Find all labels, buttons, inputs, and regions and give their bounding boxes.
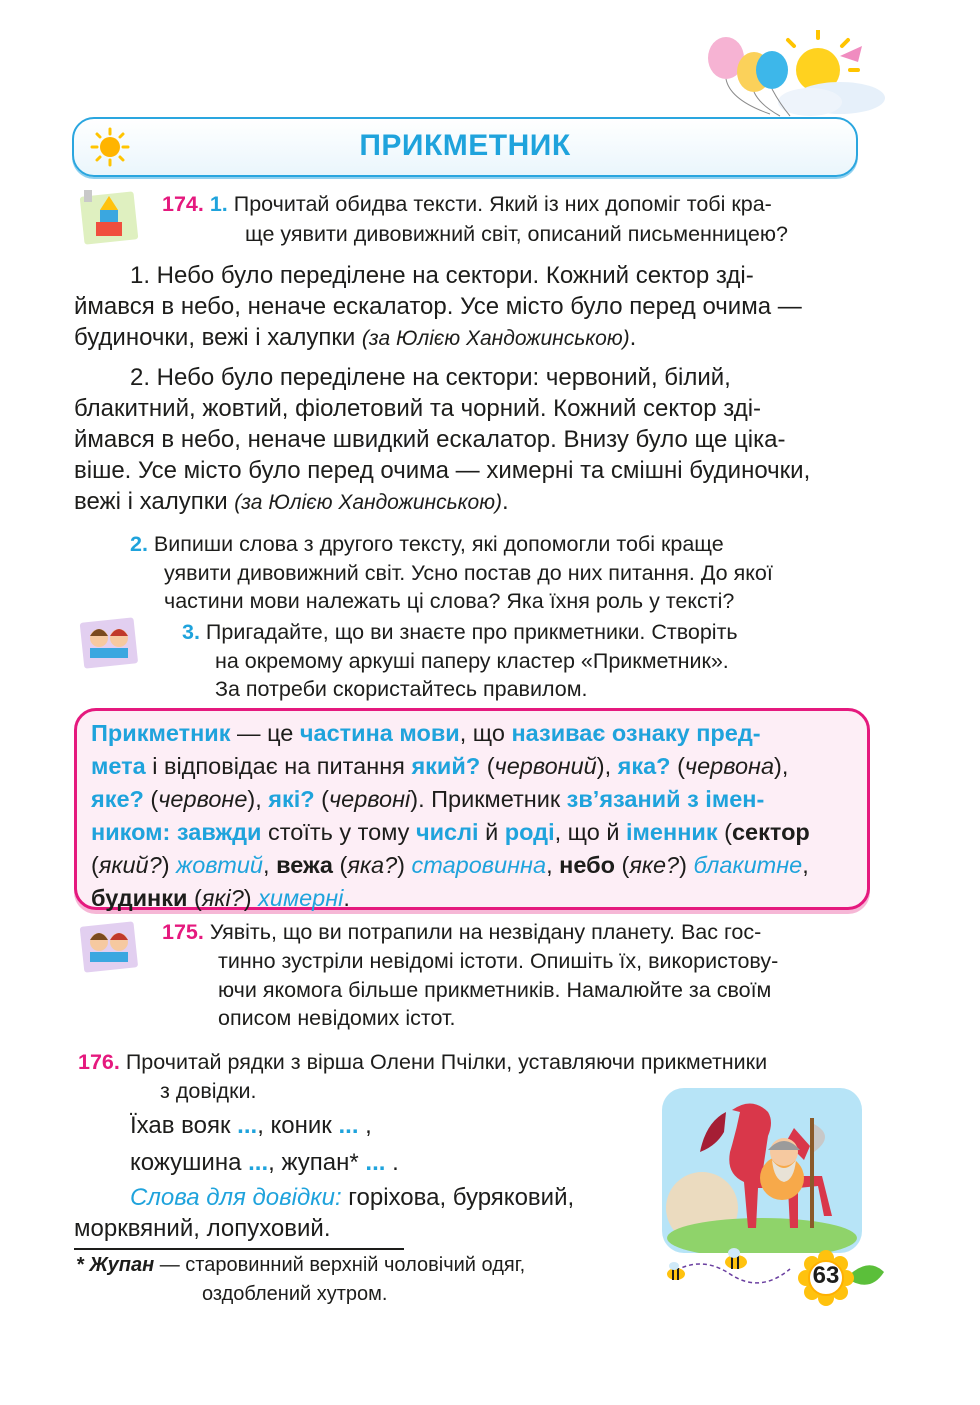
rule-text-span: ( xyxy=(670,753,685,779)
bee-icon xyxy=(667,1262,685,1280)
rule-text-span: , xyxy=(263,852,277,878)
text1-line-1: 1. Небо було переділене на сектори. Кожний сектор зді- xyxy=(130,262,754,289)
rule-example: химерні xyxy=(258,885,344,911)
poem-line-1 xyxy=(130,1112,372,1140)
exercise-175-text-1: Уявіть, що ви потрапили на незвідану планету. Вас гос- xyxy=(209,920,762,944)
rule-text-span: ) xyxy=(397,852,412,878)
text1-line-2: ймався в небо, неначе ескалатор. Усе місто було перед очима — xyxy=(74,293,802,320)
help-label: Слова для довідки: xyxy=(130,1184,342,1211)
page-title: ПРИКМЕТНИК xyxy=(359,129,571,162)
rule-example: червона xyxy=(684,753,775,779)
text1-source: (за Юлією Хандожинською) xyxy=(361,327,630,350)
poem-blank: ... xyxy=(237,1112,258,1139)
rule-term: числі xyxy=(415,819,479,845)
rule-noun: вежа xyxy=(276,852,333,878)
rule-term: мета xyxy=(91,753,146,779)
task2-text-1: Випиши слова з другого тексту, які допомогли тобі краще xyxy=(153,532,724,556)
task2-text-3: частини мови належать ці слова? Яка їхня роль у тексті? xyxy=(164,589,735,613)
rule-term: ником: завжди xyxy=(91,819,262,845)
text2-line-4: віше. Усе місто було перед очима — химерні та смішні будиночки, xyxy=(74,457,811,484)
text1-line-3 xyxy=(74,324,636,352)
poem-text: , жупан* xyxy=(268,1149,359,1176)
rule-example: червоний xyxy=(494,753,597,779)
footnote-text-2: оздоблений хутром. xyxy=(202,1283,388,1305)
rule-noun: небо xyxy=(559,852,615,878)
rule-box xyxy=(74,708,870,910)
bees-decoration xyxy=(660,1244,810,1294)
rule-noun: будинки xyxy=(91,885,188,911)
rule-question: які? xyxy=(268,786,315,812)
help-words-1: горіхова, буряковий, xyxy=(348,1184,575,1211)
rule-question: яка? xyxy=(347,852,398,878)
exercise-175-text-2: тинно зустріли невідомі істоти. Опишіть їх, використову- xyxy=(218,949,779,973)
rule-example: жовтий xyxy=(176,852,264,878)
exercise-174-line-1 xyxy=(162,192,772,217)
rule-question: які? xyxy=(201,885,244,911)
exercise-175-text-4: описом невідомих істот. xyxy=(218,1006,456,1030)
poem-text: . xyxy=(392,1149,399,1176)
rule-question: яке? xyxy=(91,786,144,812)
text1-line-3-text: будиночки, вежі і халупки xyxy=(74,324,356,351)
exercise-174-number: 174. xyxy=(162,192,204,216)
rule-text-span: , xyxy=(546,852,560,878)
rule-text-span: , що й xyxy=(554,819,627,845)
footnote-divider xyxy=(74,1248,404,1250)
rule-line-5 xyxy=(91,849,853,882)
rule-text-span: ) xyxy=(243,885,259,911)
text2-end: . xyxy=(502,488,509,515)
rule-text-span: ( xyxy=(480,753,495,779)
text2-line-1: 2. Небо було переділене на сектори: червоний, білий, xyxy=(130,364,731,391)
poem-blank: ... xyxy=(365,1149,386,1176)
rule-text-span: , що xyxy=(459,720,512,746)
exercise-175-text-3: ючи якомога більше прикметників. Намалюйте за своїм xyxy=(218,978,772,1002)
rule-text-span: ( xyxy=(614,852,630,878)
rule-example: червоне xyxy=(158,786,248,812)
rule-text-span: , xyxy=(802,852,809,878)
text2-line-5 xyxy=(74,488,509,516)
blocks-icon xyxy=(78,188,140,246)
text2-line-5-text: вежі і халупки xyxy=(74,488,228,515)
rule-term: частина мови xyxy=(299,720,460,746)
rule-term: зв’язаний з імен- xyxy=(566,786,765,812)
text2-line-2: блакитний, жовтий, фіолетовий та чорний. Кожний сектор зді- xyxy=(74,395,762,422)
horse-warrior-illustration xyxy=(662,1088,862,1253)
rule-text-span: ( xyxy=(314,786,329,812)
exercise-176-text-1: Прочитай рядки з вірша Олени Пчілки, уставляючи прикметники xyxy=(125,1050,768,1074)
task3-text-1: Пригадайте, що ви знаєте про прикметники. Створіть xyxy=(205,620,738,644)
rule-example: блакитне xyxy=(693,852,803,878)
rule-question: яке? xyxy=(629,852,680,878)
rule-text-span: — це xyxy=(230,720,300,746)
rule-text-span: ( xyxy=(717,819,732,845)
footnote-line-1 xyxy=(76,1254,525,1277)
rule-text-span: ) xyxy=(161,852,177,878)
rule-question: яка? xyxy=(617,753,671,779)
poem-text: , коник xyxy=(257,1112,332,1139)
task3-text-3: За потреби скористайтесь правилом. xyxy=(215,677,588,701)
rule-text-span: ). Прикметник xyxy=(410,786,567,812)
rule-text-span: ) xyxy=(679,852,694,878)
exercise-174-text-2: ще уявити дивовижний світ, описаний письменницею? xyxy=(245,222,788,246)
exercise-176-line-1 xyxy=(78,1050,767,1075)
footnote-text-1: — старовинний верхній чоловічий одяг, xyxy=(154,1254,526,1276)
rule-noun: сектор xyxy=(731,819,810,845)
poem-line-2 xyxy=(130,1149,399,1177)
rule-term: іменник xyxy=(626,819,718,845)
help-words-2: морквяний, лопуховий. xyxy=(74,1215,331,1242)
rule-text-span: й xyxy=(478,819,505,845)
task3-number: 3. xyxy=(182,620,200,644)
poem-text: , xyxy=(365,1112,372,1139)
rule-line-6 xyxy=(91,882,853,915)
balloons-sun-decoration xyxy=(690,30,900,125)
poem-text: кожушина xyxy=(130,1149,242,1176)
poem-blank: ... xyxy=(338,1112,359,1139)
rule-text-span: ( xyxy=(187,885,202,911)
poem-blank: ... xyxy=(248,1149,269,1176)
exercise-174-sub-number: 1. xyxy=(209,192,228,216)
rule-term: Прикметник xyxy=(91,720,231,746)
exercise-175-line-1 xyxy=(162,920,761,945)
rule-line-1 xyxy=(91,717,853,750)
pair-work-icon xyxy=(78,918,140,976)
help-line-1 xyxy=(130,1184,638,1212)
exercise-175-number: 175. xyxy=(162,920,204,944)
rule-term: називає ознаку пред- xyxy=(511,720,761,746)
rule-question: який? xyxy=(411,753,481,779)
rule-line-2 xyxy=(91,750,853,783)
rule-text-span: ), xyxy=(247,786,269,812)
task3-text-2: на окремому аркуші паперу кластер «Прикметник». xyxy=(215,649,729,673)
bee-icon xyxy=(725,1248,747,1269)
pair-work-icon xyxy=(78,614,140,672)
task2-number: 2. xyxy=(130,532,148,556)
rule-question: який? xyxy=(98,852,162,878)
rule-term: роді xyxy=(504,819,555,845)
exercise-176-text-2: з довідки. xyxy=(160,1079,257,1103)
rule-text-span: ), xyxy=(774,753,789,779)
task2-line-1 xyxy=(130,532,724,557)
rule-line-4 xyxy=(91,816,853,849)
rule-example: червоні xyxy=(329,786,411,812)
footnote-term: * Жупан xyxy=(76,1254,155,1276)
rule-example: старовинна xyxy=(411,852,547,878)
text1-end: . xyxy=(629,324,637,351)
rule-text-span: і відповідає на питання xyxy=(145,753,412,779)
task3-line-1 xyxy=(182,620,738,645)
rule-text-span: ( xyxy=(143,786,159,812)
rule-text xyxy=(91,717,853,915)
rule-text-span: ( xyxy=(333,852,348,878)
rule-text-span: . xyxy=(343,885,350,911)
rule-line-3 xyxy=(91,783,853,816)
rule-text-span: ( xyxy=(91,852,99,878)
title-banner xyxy=(72,117,858,177)
poem-text: Їхав вояк xyxy=(130,1112,231,1139)
task2-text-2: уявити дивовижний світ. Усно постав до них питання. До якої xyxy=(164,561,773,585)
rule-text-span: стоїть у тому xyxy=(261,819,416,845)
exercise-174-text-1: Прочитай обидва тексти. Який із них допоміг тобі кра- xyxy=(233,192,772,216)
text2-line-3: ймався в небо, неначе швидкий ескалатор. Внизу було ще ціка- xyxy=(74,426,786,453)
rule-text-span: ), xyxy=(596,753,618,779)
page-number: 63 xyxy=(812,1262,840,1289)
exercise-176-number: 176. xyxy=(78,1050,120,1074)
text2-source: (за Юлією Хандожинською) xyxy=(234,491,503,514)
